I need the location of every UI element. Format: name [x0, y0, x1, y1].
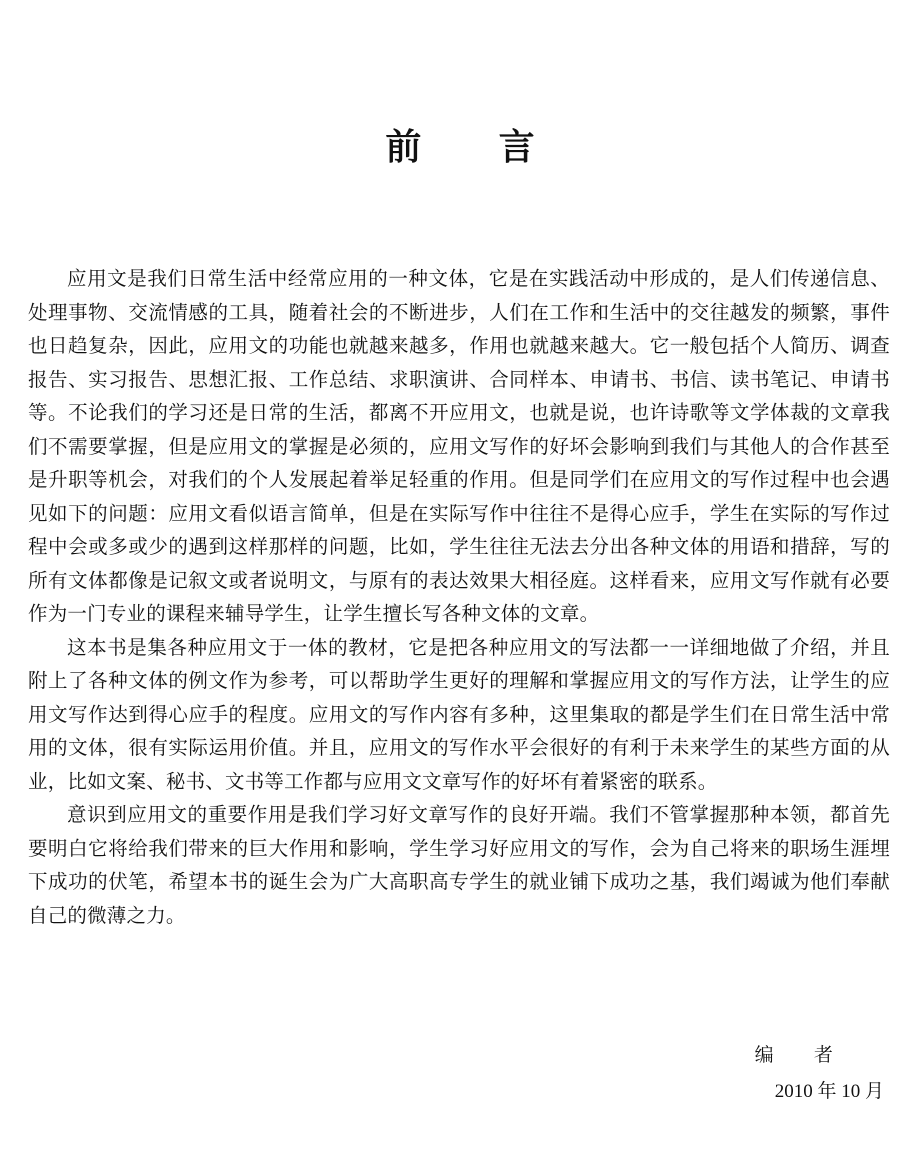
paragraph-3: 意识到应用文的重要作用是我们学习好文章写作的良好开端。我们不管掌握那种本领，都首先要明白它将给我们带来的巨大作用和影响，学生学习好应用文的写作，会为自己将来的职场生涯埋下成功的伏笔，希望本书的诞生会为广大高职高专学生的就业铺下成功之基，我们竭诚为他们奉献自己的微薄之力。 — [28, 803, 890, 927]
preface-body — [28, 262, 890, 932]
page-title: 前 言 — [385, 127, 568, 168]
date-line: 2010 年 10 月 — [774, 1081, 884, 1102]
paragraph-2: 这本书是集各种应用文于一体的教材，它是把各种应用文的写法都一一详细地做了介绍，并且附上了各种文体的例文作为参考，可以帮助学生更好的理解和掌握应用文的写作方法，让学生的应用文写作达到得心应手的程度。应用文的写作内容有多种，这里集取的都是学生们在日常生活中常用的文体，很有实际运用价值。并且，应用文的写作水平会很好的有利于未来学生的某些方面的从业，比如文案、秘书、文书等工作都与应用文文章写作的好坏有着紧密的联系。 — [28, 635, 890, 793]
paragraph-1: 应用文是我们日常生活中经常应用的一种文体，它是在实践活动中形成的，是人们传递信息、处理事物、交流情感的工具，随着社会的不断进步，人们在工作和生活中的交往越发的频繁，事件也日趋复杂，因此，应用文的功能也就越来越多，作用也就越来越大。它一般包括个人简历、调查报告、实习报告、思想汇报、工作总结、求职演讲、合同样本、申请书、书信、读书笔记、申请书等。不论我们的学习还是日常的生活，都离不开应用文，也就是说，也许诗歌等文学体裁的文章我们不需要掌握，但是应用文的掌握是必须的，应用文写作的好坏会影响到我们与其他人的合作甚至是升职等机会，对我们的个人发展起着举足轻重的作用。但是同学们在应用文的写作过程中也会遇见如下的问题：应用文看似语言简单，但是在实际写作中往往不是得心应手，学生在实际的写作过程中会或多或少的遇到这样那样的问题，比如，学生往往无法去分出各种文体的用语和措辞，写的所有文体都像是记叙文或者说明文，与原有的表达效果大相径庭。这样看来，应用文写作就有必要作为一门专业的课程来辅导学生，让学生擅长写各种文体的文章。 — [28, 267, 890, 625]
author-signature: 编 者 — [754, 1044, 850, 1066]
